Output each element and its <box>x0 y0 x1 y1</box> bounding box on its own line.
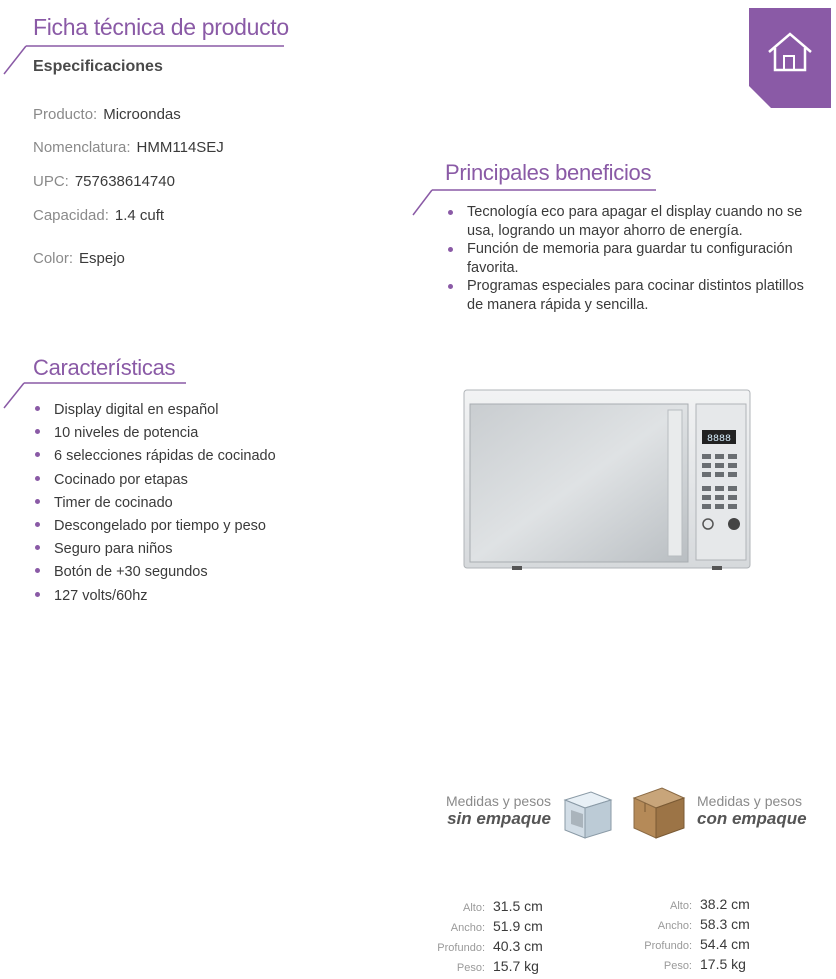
dim-row <box>632 894 750 914</box>
section-subtitle: Especificaciones <box>33 58 163 75</box>
dims-pack-table <box>632 894 750 974</box>
spec-value: HMM114SEJ <box>136 139 224 156</box>
dim-label: Ancho: <box>657 920 692 932</box>
spec-label: Producto: <box>33 106 98 123</box>
features-list <box>32 399 332 608</box>
dim-row <box>425 936 543 956</box>
dim-row <box>632 954 750 974</box>
dim-label: Alto: <box>669 900 692 912</box>
features-title: Características <box>33 355 176 380</box>
dim-row <box>425 956 543 976</box>
spec-value: 1.4 cuft <box>114 207 165 224</box>
spec-row-capacity <box>33 207 164 225</box>
dim-label: Profundo: <box>644 940 692 952</box>
list-item: Programas especiales para cocinar distintos platillos de manera rápida y sencilla. <box>445 277 805 314</box>
page-title: Ficha técnica de producto <box>33 14 289 40</box>
home-button[interactable] <box>749 8 831 108</box>
dim-value: 15.7 kg <box>493 958 539 974</box>
spec-label: Capacidad: <box>33 207 109 224</box>
list-item: Seguro para niños <box>32 538 332 561</box>
dim-label: Alto: <box>462 902 485 914</box>
list-item: Descongelado por tiempo y peso <box>32 515 332 538</box>
dim-label: Peso: <box>456 962 485 974</box>
dim-value: 51.9 cm <box>493 918 543 934</box>
dim-row <box>425 916 543 936</box>
dim-value: 17.5 kg <box>700 956 746 972</box>
dims-no-pack-table <box>425 896 543 976</box>
dim-label: Peso: <box>663 960 692 972</box>
spec-value: 757638614740 <box>74 173 175 190</box>
spec-value: Microondas <box>103 106 181 123</box>
list-item: Tecnología eco para apagar el display cuando no se usa, logrando un mayor ahorro de energía. <box>445 203 805 240</box>
spec-value: Espejo <box>79 250 125 267</box>
dim-label: Profundo: <box>437 942 485 954</box>
dims-heading-line1: Medidas y pesos <box>445 793 551 809</box>
dims-no-pack-heading <box>443 793 551 829</box>
cardboard-box-icon <box>626 782 692 842</box>
dim-row <box>425 896 543 916</box>
spec-row-color <box>33 250 125 268</box>
list-item: Cocinado por etapas <box>32 469 332 492</box>
dim-value: 54.4 cm <box>700 936 750 952</box>
list-item: Timer de cocinado <box>32 492 332 515</box>
spec-label: UPC: <box>33 173 69 190</box>
dims-heading-line2: con empaque <box>697 809 807 828</box>
dims-heading-line2: sin empaque <box>447 809 551 828</box>
spec-row-model <box>33 139 224 157</box>
spec-label: Color: <box>33 250 74 267</box>
list-item: 6 selecciones rápidas de cocinado <box>32 445 332 468</box>
spec-row-upc <box>33 173 175 191</box>
benefits-title: Principales beneficios <box>445 160 652 185</box>
list-item: Función de memoria para guardar tu configuración favorita. <box>445 240 805 277</box>
dim-value: 40.3 cm <box>493 938 543 954</box>
spec-row-product <box>33 106 181 124</box>
home-icon <box>749 8 831 108</box>
spec-label: Nomenclatura: <box>33 139 131 156</box>
list-item: 127 volts/60hz <box>32 585 332 608</box>
dim-value: 58.3 cm <box>700 916 750 932</box>
benefits-list <box>445 203 805 314</box>
dim-value: 31.5 cm <box>493 898 543 914</box>
dim-row <box>632 914 750 934</box>
dims-heading-line1: Medidas y pesos <box>697 793 803 809</box>
dim-row <box>632 934 750 954</box>
dim-value: 38.2 cm <box>700 896 750 912</box>
list-item: 10 niveles de potencia <box>32 422 332 445</box>
list-item: Display digital en español <box>32 399 332 422</box>
transparent-box-icon <box>557 786 617 844</box>
list-item: Botón de +30 segundos <box>32 561 332 584</box>
dims-pack-heading <box>697 793 817 829</box>
microwave-display-text: 8888 <box>706 434 732 445</box>
dim-label: Ancho: <box>450 922 485 934</box>
microwave-image <box>462 388 754 574</box>
